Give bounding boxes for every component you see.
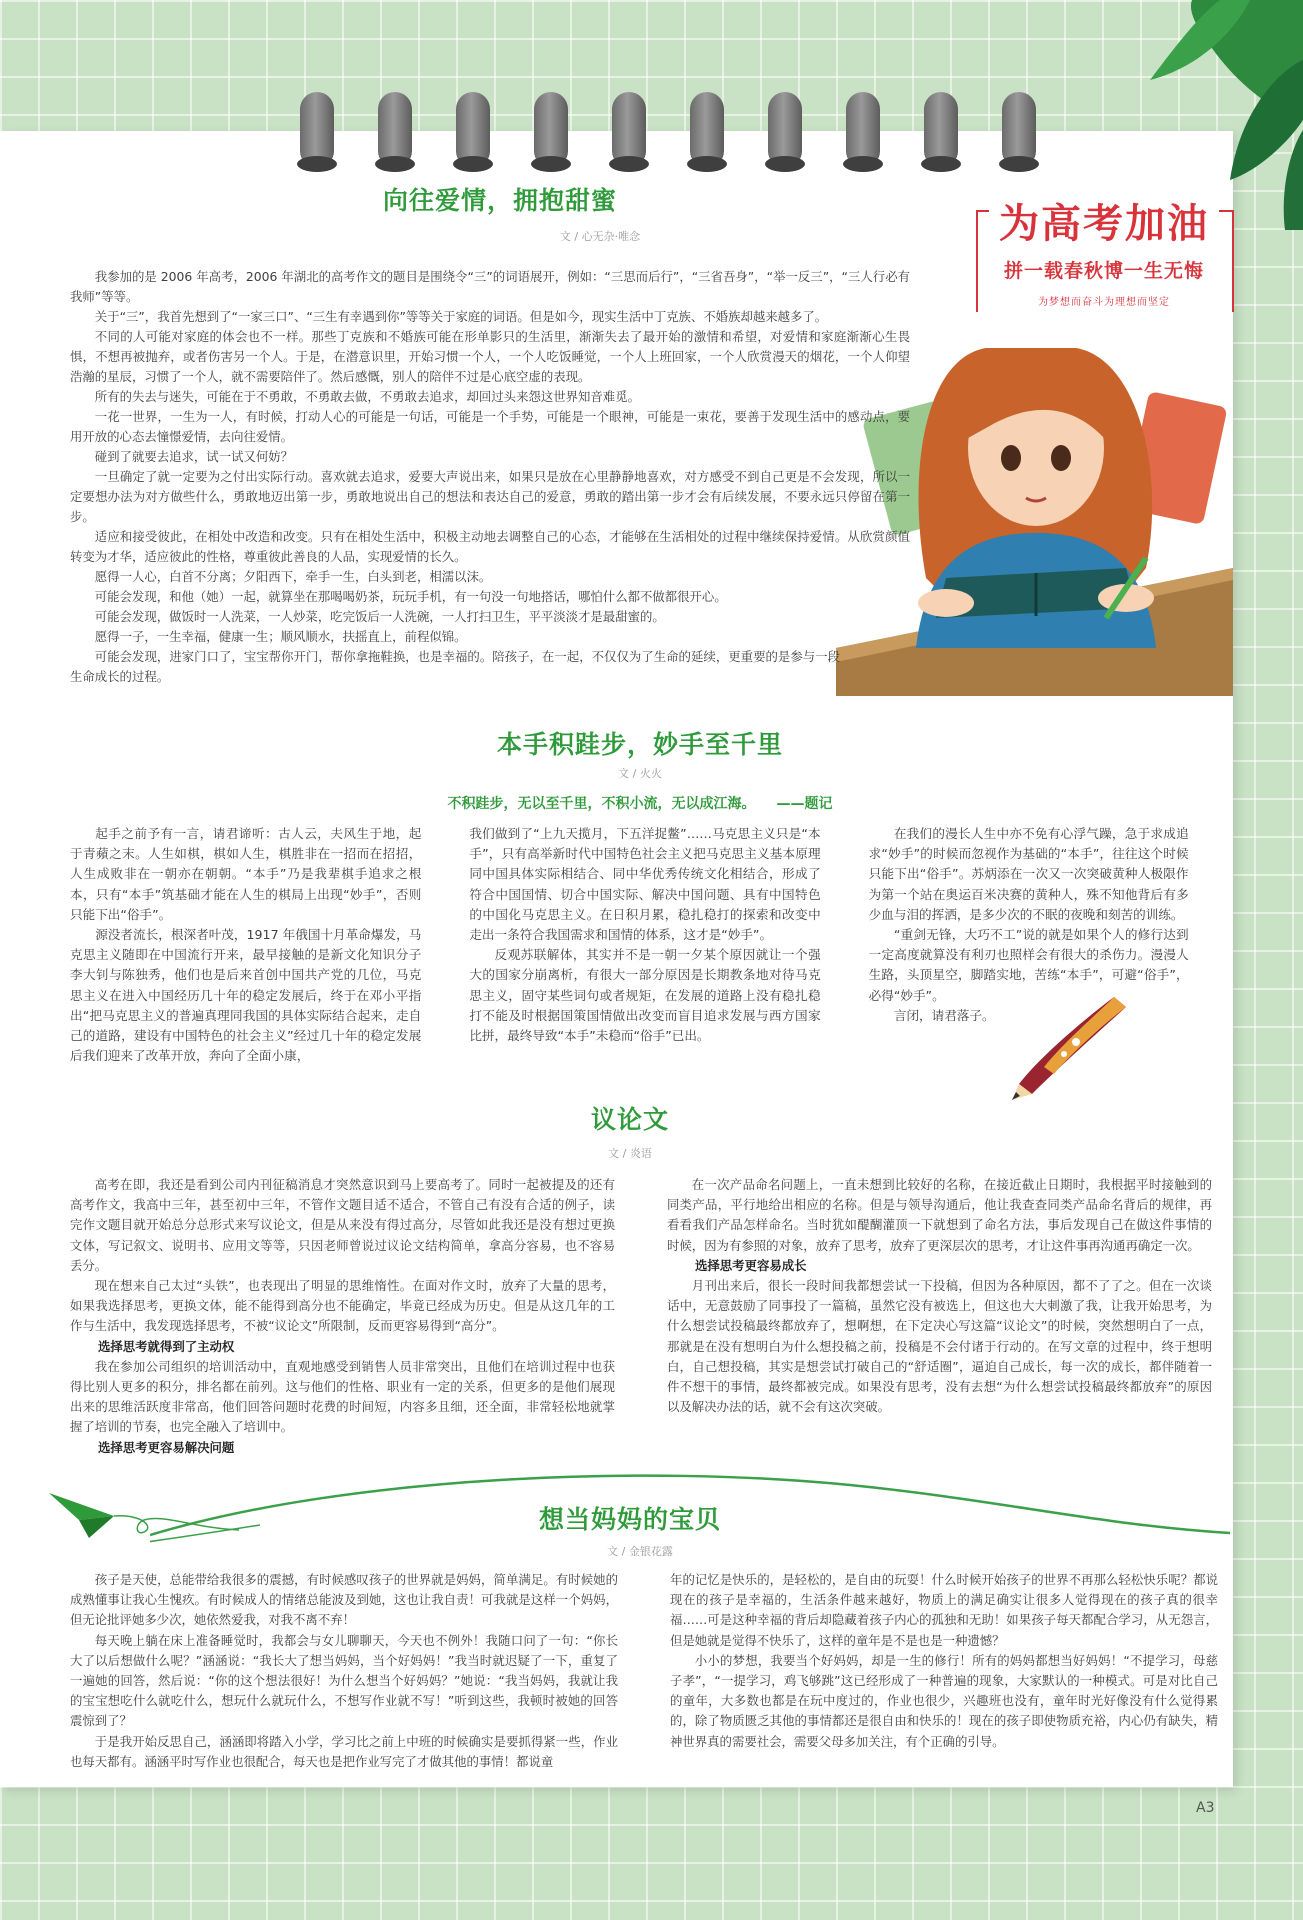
subheading: 选择思考更容易解决问题: [98, 1439, 235, 1455]
paragraph: 我参加的是 2006 年高考，2006 年湖北的高考作文的题目是围绕令“三”的词语展开，例如：“三思而后行”，“三省吾身”，“举一反三”，“三人行必有我师”等等。: [70, 269, 910, 304]
page-number: A3: [1196, 1800, 1215, 1816]
paragraph: 我们做到了“上九天揽月，下五洋捉鳖”……马克思主义只是“本手”，只有高举新时代中国特色社会主义把马克思主义基本原理同中国具体实际相结合、同中华优秀传统文化相结合，形成了符合中国国情、切合中国实际、解决中国问题、具有中国特色的中国化马克思主义。在日积月累，稳扎稳打的探索和改变中走出一条符合我国需求和国情的体系，这才是“妙手”。: [469, 826, 821, 943]
paragraph: “重剑无锋，大巧不工”说的就是如果个人的修行达到一定高度就算没有利刃也照样会有很大的杀伤力。漫漫人生路，头顶星空，脚踏实地，苦练“本手”，可避“俗手”，必得“妙手”。: [868, 927, 1189, 1003]
paragraph: 我在参加公司组织的培训活动中，直观地感受到销售人员非常突出，且他们在培训过程中也获得比别人更多的积分，排名都在前列。这与他们的性格、职业有一定的关系，但更多的是他们展现出来的思维活跃度非常高，他们回答问题时花费的时间短，内容多且细，还全面，非常轻松地就掌握了培训的节奏，也完全融入了培训中。: [70, 1358, 615, 1435]
paragraph: 所有的失去与迷失，可能在于不勇敢，不勇敢去做，不勇敢去追求，却回过头来怨这世界知音难觅。: [94, 389, 640, 404]
paragraph: 关于“三”，我首先想到了“一家三口”、“三生有幸遇到你”等等关于家庭的词语。但是如今，现实生活中丁克族、不婚族却越来越多了。: [94, 309, 828, 324]
paragraph: 一旦确定了就一定要为之付出实际行动。喜欢就去追求，爱要大声说出来，如果只是放在心里静静地喜欢，对方感受不到自己更是不会发现，所以一定要想办法为对方做些什么，勇敢地迈出第一步，勇敢地说出自己的想法和表达自己的爱意，勇敢的踏出第一步才会有后续发展，不要永远只停留在第一步。: [70, 469, 910, 524]
paragraph: 可能会发现，做饭时一人洗菜，一人炒菜，吃完饭后一人洗碗，一人打扫卫生，平平淡淡才是最甜蜜的。: [94, 609, 665, 624]
subheading: 选择思考就得到了主动权: [98, 1338, 235, 1354]
paragraph: 适应和接受彼此，在相处中改造和改变。只有在相处生活中，积极主动地去调整自己的心态，才能够在生活相处的过程中继续保持爱情。从欣赏颜值转变为才华，适应彼此的性格，尊重彼此善良的人品，实现爱情的长久。: [70, 529, 910, 564]
article4-title: 想当妈妈的宝贝: [538, 1505, 721, 1534]
banner-subtitle: 拼一载春秋博一生无悔: [1003, 260, 1204, 282]
paragraph: 月刊出来后，很长一段时间我都想尝试一下投稿，但因为各种原因，都不了了之。但在一次谈话中，无意鼓励了同事投了一篇稿，虽然它没有被选上，但这也大大刺激了我，让我开始思考，为什么想尝试投稿最终都放弃了，想啊想，在下定决心写这篇“议论文”的时候，突然想明白了一点，那就是在没有想明白为什么想投稿之前，投稿是不会付诸于行动的。在写文章的过程中，终于想明白，自己想投稿，其实是想尝试打破自己的“舒适圈”，逼迫自己成长，每一次的成长，都伴随着一件不想干的事情，最终都被完成。如果没有思考，没有去想“为什么想尝试投稿最终都放弃”的原因以及解决办法的话，就不会有这次突破。: [667, 1278, 1212, 1415]
paragraph: 年的记忆是快乐的，是轻松的，是自由的玩耍！什么时候开始孩子的世界不再那么轻松快乐呢？都说现在的孩子是幸福的，生活条件越来越好，物质上的满足确实让很多人觉得现在的孩子真的很幸福……可是这种幸福的背后却隐藏着孩子内心的孤独和无助！如果孩子每天都配合学习，从无怨言，但是她就是觉得不快乐了，这样的童年是不是也是一种遗憾？: [670, 1572, 1218, 1648]
banner-tagline: 为梦想而奋斗为理想而坚定: [1038, 297, 1170, 308]
exam-banner: [976, 200, 1232, 308]
paper-plane-icon: [44, 1488, 244, 1548]
paragraph: 源没者流长，根深者叶茂，1917 年俄国十月革命爆发，马克思主义随即在中国流行开来，最早接触的是新文化知识分子李大钊与陈独秀，他们也是后来首创中国共产党的几位，马克思主义在进入中国经历几十年的稳定发展后，终于在邓小平指出“把马克思主义的普遍真理同我国的具体实际结合起来，走自己的道路，建设有中国特色的社会主义”经过几十年的稳定发展后我们迎来了改革开放，奔向了全面小康，: [70, 927, 422, 1064]
banner-title: 为高考加油: [989, 200, 1219, 248]
paragraph: 愿得一子，一生幸福，健康一生；顺风顺水，扶摇直上，前程似锦。: [94, 629, 467, 644]
article2-byline: 文 / 火火: [618, 767, 662, 780]
paragraph: 小小的梦想，我要当个好妈妈，却是一生的修行！所有的妈妈都想当好妈妈！“不提学习，母慈子孝”，“一提学习，鸡飞够跳”这已经形成了一种普遍的现象，大家默认的一种模式。可是对比自己的童年，大多数也都是在玩中度过的，作业也很少，兴趣班也没有，童年时光好像没有什么觉得累的，除了物质匮乏其他的事情都还是很自由和快乐的！现在的孩子即使物质充裕，内心仍有缺失，精神世界真的需要社会，需要父母多加关注，有个正确的引导。: [670, 1652, 1218, 1749]
paragraph: 言闭，请君落子。: [893, 1007, 995, 1023]
article1-byline: 文 / 心无杂·唯念: [559, 230, 641, 243]
article1-title: 向往爱情，拥抱甜蜜: [382, 186, 617, 215]
article3-byline: 文 / 炎语: [608, 1147, 652, 1160]
paragraph: 现在想来自己太过“头铁”，也表现出了明显的思维惰性。在面对作文时，放弃了大量的思考，如果我选择思考，更换文体，能不能得到高分也不能确定，毕竟已经成为历史。但是从这几年的工作与生活中，我发现选择思考，不被“议论文”所限制，反而更容易得到“高分”。: [70, 1278, 615, 1334]
article2-epigraph: 不积跬步，无以至千里，不积小流，无以成江海。 ——题记: [447, 796, 833, 812]
paragraph: 不同的人可能对家庭的体会也不一样。那些丁克族和不婚族可能在形单影只的生活里，渐渐失去了最开始的激情和希望，对爱情和家庭渐渐心生畏惧，不想再被抛弃，或者伤害另一个人。于是，在潜意识里，开始习惯一个人，一个人吃饭睡觉，一个人上班回家，一个人欣赏漫天的烟花，一个人仰望浩瀚的星辰，习惯了一个人，就不需要陪伴了。然后感慨，别人的陪伴不过是心底空虚的表现。: [70, 329, 910, 384]
article4-byline: 文 / 金银花露: [607, 1545, 673, 1558]
article1-body: [70, 267, 910, 687]
paragraph: 反观苏联解体，其实并不是一朝一夕某个原因就让一个强大的国家分崩离析，有很大一部分原因是长期教条地对待马克思主义，固守某些词句或者规矩，在发展的道路上没有稳扎稳打不能及时根据国策国情做出改变而盲目追求发展与西方国家比拼，最终导致“本手”未稳而“俗手”已出。: [469, 947, 821, 1044]
leaf-decoration: [1130, 0, 1303, 230]
paragraph: 可能会发现，进家门口了，宝宝帮你开门，帮你拿拖鞋换，也是幸福的。陪孩子，在一起，不仅仅为了生命的延续，更重要的是参与一段生命成长的过程。: [70, 649, 840, 684]
paragraph: 碰到了就要去追求，试一试又何妨？: [94, 449, 294, 464]
paragraph: 在一次产品命名问题上，一直未想到比较好的名称，在接近截止日期时，我根据平时接触到的同类产品，平行地给出相应的名称。但是与领导沟通后，他让我查查同类产品命名背后的规律，再看看我们产品怎样命名。当时犹如醍醐灌顶一下就想到了命名方法，事后发现自己在做这件事情的时候，因为有参照的对象，放弃了思考，放弃了更深层次的思考，才让这件事再沟通再确定一次。: [667, 1177, 1212, 1253]
paragraph: 每天晚上躺在床上准备睡觉时，我都会与女儿聊聊天，今天也不例外！我随口问了一句：“你长大了以后想做什么呢？”涵涵说：“我长大了想当妈妈，当个好妈妈！”我当时就迟疑了一下，重复了一遍她的回答，然后说：“你的这个想法很好！为什么想当个好妈妈？”她说：“我当妈妈，我就让我的宝宝想吃什么就吃什么，想玩什么就玩什么，不想写作业就不写！”听到这些，我顿时被她的回答震惊到了？: [70, 1632, 618, 1729]
article3-columns: [70, 1175, 1212, 1458]
paragraph: 一花一世界，一生为一人，有时候，打动人心的可能是一句话，可能是一个手势，可能是一个眼神，可能是一束花，要善于发现生活中的感动点，要用开放的心态去憧憬爱情，去向往爱情。: [70, 409, 910, 444]
paragraph: 高考在即，我还是看到公司内刊征稿消息才突然意识到马上要高考了。同时一起被提及的还有高考作文，我高中三年，甚至初中三年，不管作文题目适不适合，不管自己有没有合适的例子，读完作文题目就开始总分总形式来写议论文，但是从来没有得过高分，尽管如此我还是没有想过更换文体，写记叙文、说明书、应用文等等，只因老师曾说过议论文结构简单，拿高分容易，也不容易丢分。: [70, 1177, 615, 1273]
paragraph: 孩子是天使，总能带给我很多的震撼，有时候感叹孩子的世界就是妈妈，简单满足。有时候她的成熟懂事让我心生愧疚。有时候成人的情绪总能波及到她，这也让我自责！可我就是这样一个妈妈，但无论批评她多少次，她依然爱我，对我不离不弃！: [70, 1572, 618, 1628]
paragraph: 可能会发现，和他（她）一起，就算坐在那喝喝奶茶，玩玩手机，有一句没一句地搭话，哪怕什么都不做都很开心。: [94, 589, 727, 604]
article4-columns: [70, 1570, 1218, 1772]
pencil-decoration: [1004, 992, 1134, 1102]
paragraph: 起手之前予有一言，请君谛听：古人云，夫风生于地，起于青蘋之末。人生如棋，棋如人生，棋胜非在一招而在招招，人生成败非在一朝亦在朝朝。“本手”乃是我辈棋手追求之根本，只有“本手”筑基础才能在人生的棋局上出现“妙手”，否则只能下出“俗手”。: [70, 826, 422, 922]
paragraph: 在我们的漫长人生中亦不免有心浮气躁，急于求成追求“妙手”的时候而忽视作为基础的“本手”，往往这个时候只能下出“俗手”。苏炳添在一次又一次突破黄种人极限作为第一个站在奥运百米决赛的黄种人，殊不知他背后有多少血与泪的挥洒，是多少次的不眠的夜晚和刻苦的训练。: [868, 826, 1189, 922]
article2-title: 本手积跬步，妙手至千里: [496, 730, 783, 759]
article3-title: 议论文: [590, 1105, 669, 1134]
paragraph: 于是我开始反思自己，涵涵即将踏入小学，学习比之前上中班的时候确实是要抓得紧一些，作业也每天都有。涵涵平时写作业也很配合，每天也是把作业写完了才做其他的事情！都说童: [70, 1733, 618, 1769]
binder-rings: [300, 92, 1020, 172]
subheading: 选择思考更容易成长: [695, 1257, 807, 1273]
paragraph: 愿得一人心，白首不分离；夕阳西下，牵手一生，白头到老，相濡以沫。: [94, 569, 492, 584]
